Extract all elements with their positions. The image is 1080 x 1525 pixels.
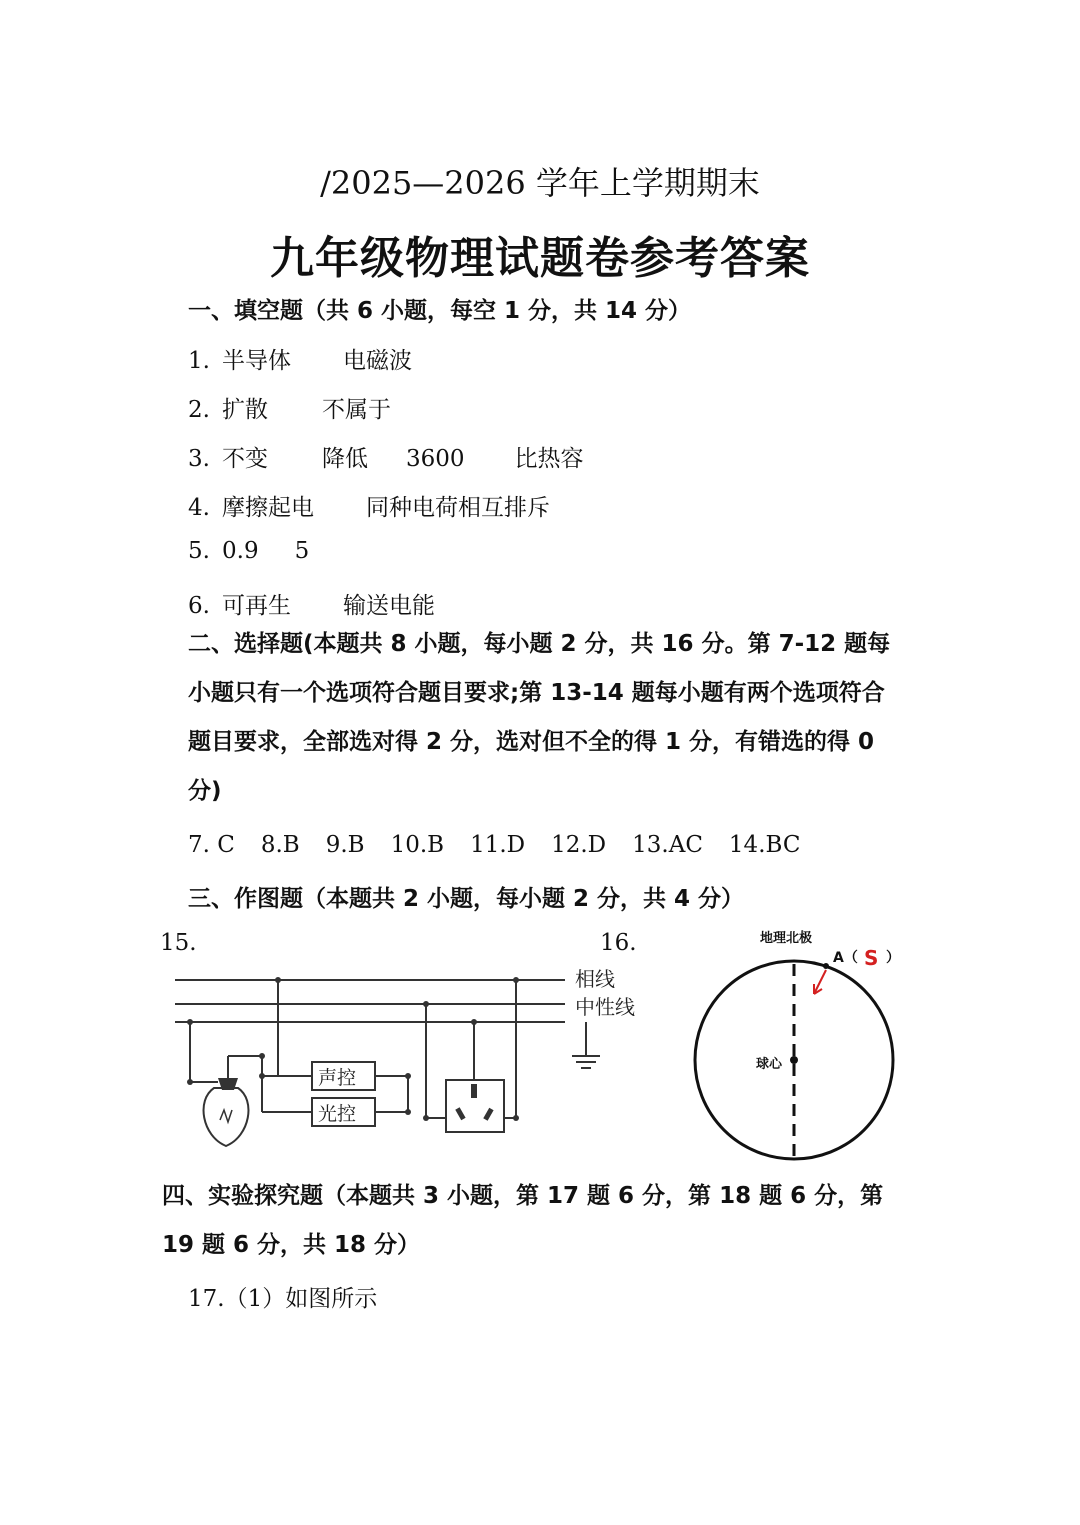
point-a-close: ） [886,950,900,966]
choice-answer: 14.BC [728,832,801,858]
choice-answers [188,832,826,858]
north-pole-label: 地理北极 [760,931,813,946]
sound-switch-label: 声控 [318,1067,357,1089]
live-wire-label: 相线 [575,967,615,991]
answer-row-1: 1. 半导体 电磁波 [188,348,412,374]
point-a-dot [823,963,829,969]
point-a-label: A（ [833,950,858,966]
choice-answer: 9.B [325,832,365,858]
pole-answer: S [864,946,879,970]
q17-answer-line: 17.（1）如图所示 [188,1286,378,1312]
neutral-wire-label: 中性线 [575,995,635,1019]
magnetic-field-arrow [814,970,826,994]
choice-answer: 10.B [390,832,445,858]
section4-heading: 四、实验探究题（本题共 3 小题，第 17 题 6 分，第 18 题 6 分，第 19 题 6 分，共 18 分） [162,1183,884,1258]
choice-answer: 12.D [551,832,607,858]
section3-heading: 三、作图题（本题共 2 小题，每小题 2 分，共 4 分） [188,886,745,912]
q15-label: 15. [160,930,197,956]
center-label: 球心 [756,1057,783,1072]
exam-subtitle: /2025—2026 学年上学期期末 [320,164,760,202]
earth-pole-diagram [686,926,906,1162]
choice-answer: 8.B [260,832,300,858]
answer-row-6: 6. 可再生 输送电能 [188,593,435,619]
household-circuit-diagram [170,960,650,1160]
earth-center-dot [790,1056,798,1064]
q16-label: 16. [600,930,637,956]
section1-heading: 一、填空题（共 6 小题，每空 1 分，共 14 分） [188,298,692,324]
section2-heading: 二、选择题(本题共 8 小题，每小题 2 分，共 16 分。第 7-12 题每小题只有一个选项符合题目要求;第 13-14 题每小题有两个选项符合题目要求，全部选对得 2 分，选对但不全的得 1 分，有错选的得 0 分) [188,631,891,804]
answer-row-3: 3. 不变 降低 3600 比热容 [188,446,584,472]
answer-row-4: 4. 摩擦起电 同种电荷相互排斥 [188,495,550,521]
choice-answer: 7. C [188,832,235,858]
choice-answer: 13.AC [632,832,703,858]
page-title: 九年级物理试题卷参考答案 [270,233,810,284]
choice-answer: 11.D [470,832,526,858]
answer-row-5: 5. 0.9 5 [188,538,310,564]
answer-row-2: 2. 扩散 不属于 [188,397,391,423]
light-switch-label: 光控 [318,1103,357,1125]
